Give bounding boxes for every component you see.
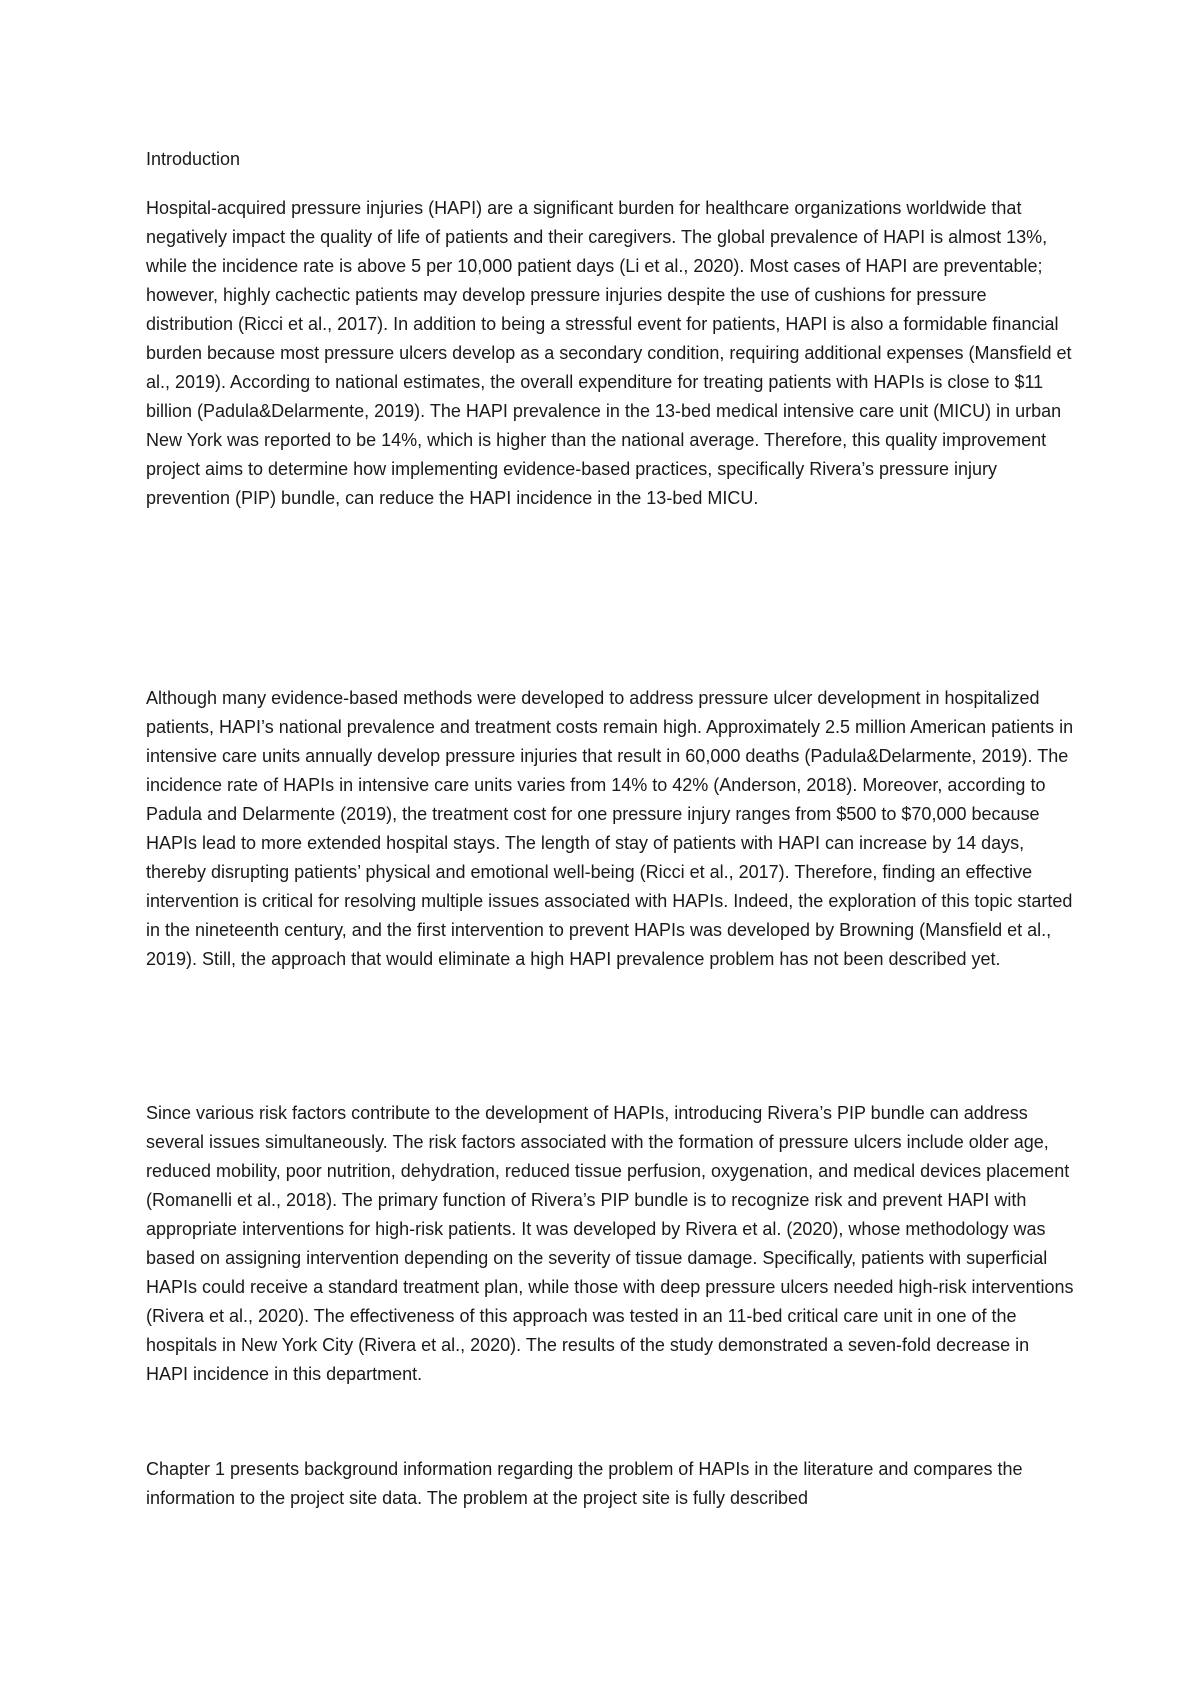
paragraph-4: Chapter 1 presents background information regarding the problem of HAPIs in the literature and compares the information to the project site data. The problem at the project site is fully described bbox=[146, 1459, 1023, 1508]
document-heading: Introduction bbox=[146, 149, 241, 169]
paragraph-3: Since various risk factors contribute to the development of HAPIs, introducing Rivera’s PIP bundle can address several issues simultaneously. The risk factors associated with the formation of pressure ulcers include older age, reduced mobility, poor nutrition, dehydration, reduced tissue perfusion, oxygenation, and medical devices placement (Romanelli et al., 2018). The primary function of Rivera’s PIP bundle is to recognize risk and prevent HAPI with appropriate interventions for high-risk patients. It was developed by Rivera et al. (2020), whose methodology was based on assigning intervention depending on the severity of tissue damage. Specifically, patients with superficial HAPIs could receive a standard treatment plan, while those with deep pressure ulcers needed high-risk interventions (Rivera et al., 2020). The effectiveness of this approach was tested in an 11-bed critical care unit in one of the hospitals in New York City (Rivera et al., 2020). The results of the study demonstrated a seven-fold decrease in HAPI incidence in this department. bbox=[146, 1103, 1074, 1384]
paragraph-1: Hospital-acquired pressure injuries (HAPI) are a significant burden for healthcare organizations worldwide that negatively impact the quality of life of patients and their caregivers. The global prevalence of HAPI is almost 13%, while the incidence rate is above 5 per 10,000 patient days (Li et al., 2020). Most cases of HAPI are preventable; however, highly cachectic patients may develop pressure injuries despite the use of cushions for pressure distribution (Ricci et al., 2017). In addition to being a stressful event for patients, HAPI is also a formidable financial burden because most pressure ulcers develop as a secondary condition, requiring additional expenses (Mansfield et al., 2019). According to national estimates, the overall expenditure for treating patients with HAPIs is close to $11 billion (Padula&Delarmente, 2019). The HAPI prevalence in the 13-bed medical intensive care unit (MICU) in urban New York was reported to be 14%, which is higher than the national average. Therefore, this quality improvement project aims to determine how implementing evidence-based practices, specifically Rivera’s pressure injury prevention (PIP) bundle, can reduce the HAPI incidence in the 13-bed MICU. bbox=[146, 198, 1072, 508]
paragraph-2: Although many evidence-based methods were developed to address pressure ulcer development in hospitalized patients, HAPI’s national prevalence and treatment costs remain high. Approximately 2.5 million American patients in intensive care units annually develop pressure injuries that result in 60,000 deaths (Padula&Delarmente, 2019). The incidence rate of HAPIs in intensive care units varies from 14% to 42% (Anderson, 2018). Moreover, according to Padula and Delarmente (2019), the treatment cost for one pressure injury ranges from $500 to $70,000 because HAPIs lead to more extended hospital stays. The length of stay of patients with HAPI can increase by 14 days, thereby disrupting patients’ physical and emotional well-being (Ricci et al., 2017). Therefore, finding an effective intervention is critical for resolving multiple issues associated with HAPIs. Indeed, the exploration of this topic started in the nineteenth century, and the first intervention to prevent HAPIs was developed by Browning (Mansfield et al., 2019). Still, the approach that would eliminate a high HAPI prevalence problem has not been described yet. bbox=[146, 688, 1074, 969]
